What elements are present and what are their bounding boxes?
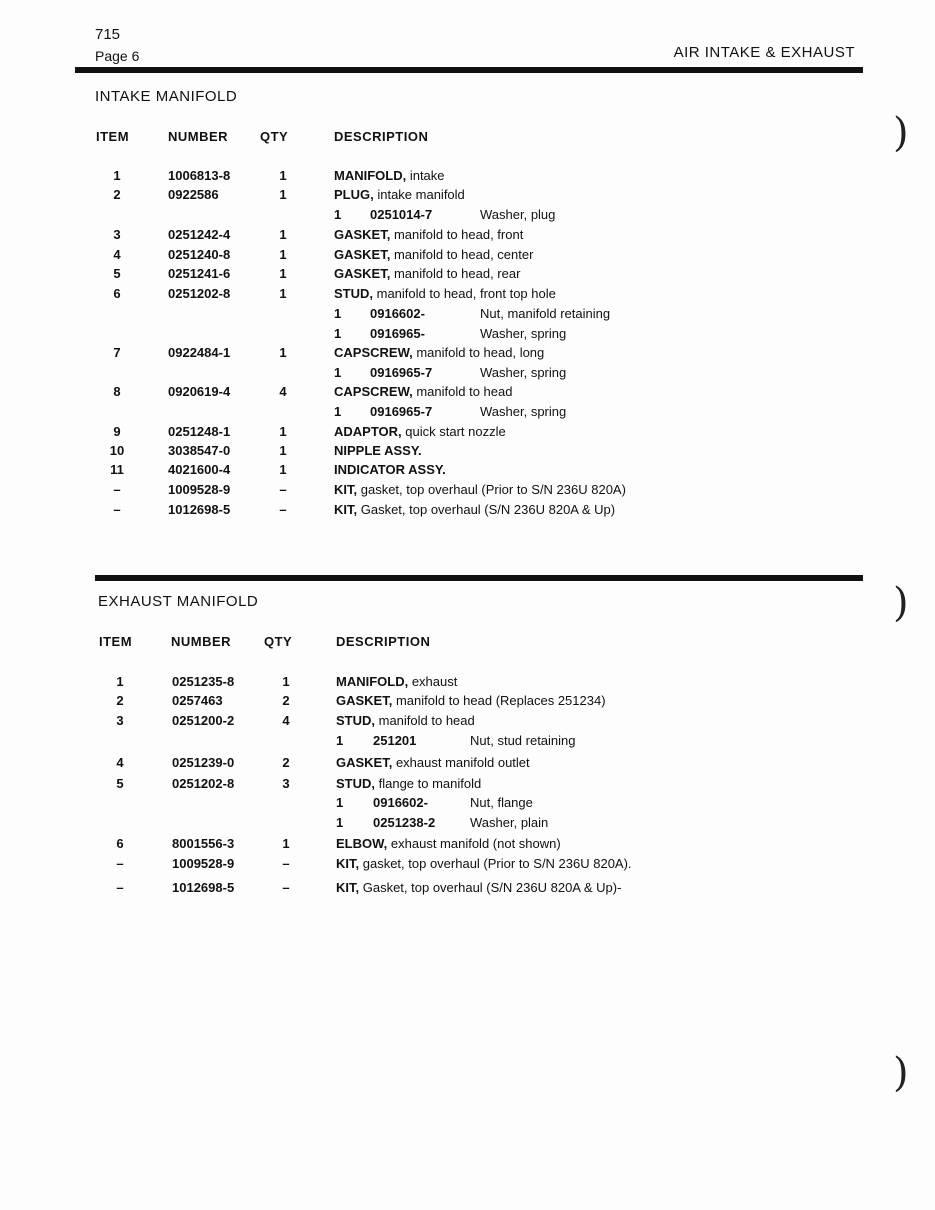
quantity: 1: [279, 462, 287, 477]
sub-part-row: [0, 733, 935, 753]
description-noun: MANIFOLD,: [336, 674, 409, 689]
description-noun: STUD,: [336, 713, 375, 728]
description: CAPSCREW, manifold to head, long: [334, 345, 545, 360]
quantity: 1: [279, 266, 287, 281]
item-number: 3: [116, 713, 124, 728]
description-noun: KIT,: [334, 482, 358, 497]
col-item: ITEM: [99, 634, 133, 649]
description: GASKET, exhaust manifold outlet: [336, 755, 530, 770]
table-row: [0, 168, 935, 188]
description: MANIFOLD, exhaust: [336, 674, 458, 689]
description: GASKET, manifold to head, front: [334, 227, 524, 242]
description-noun: GASKET,: [336, 693, 393, 708]
part-number: 1009528-9: [168, 482, 231, 497]
quantity: 2: [282, 693, 290, 708]
table-row: [0, 674, 935, 694]
sub-description: Washer, plug: [480, 207, 556, 222]
col-description: DESCRIPTION: [336, 634, 431, 649]
item-number: 3: [113, 227, 121, 242]
sub-qty: 1: [334, 365, 342, 380]
table-row: [0, 443, 935, 463]
table-row: [0, 286, 935, 306]
description: GASKET, manifold to head (Replaces 251234): [336, 693, 606, 708]
item-number: 7: [113, 345, 121, 360]
sub-part-number: 0916965-: [370, 326, 425, 341]
description-noun: STUD,: [334, 286, 373, 301]
item-number: 6: [116, 836, 124, 851]
part-number: 0251240-8: [168, 247, 231, 262]
quantity: 3: [282, 776, 290, 791]
table-row: [0, 755, 935, 775]
sub-part-number: 0916965-7: [370, 404, 433, 419]
sub-qty: 1: [336, 733, 344, 748]
col-number: NUMBER: [168, 129, 229, 144]
description-noun: GASKET,: [334, 227, 391, 242]
table-row: [0, 713, 935, 733]
sub-qty: 1: [334, 207, 342, 222]
sub-part-number: 0251238-2: [373, 815, 436, 830]
part-number: 4021600-4: [168, 462, 231, 477]
item-number: 1: [116, 674, 124, 689]
part-number: 8001556-3: [172, 836, 235, 851]
table-row: [0, 502, 935, 522]
item-number: –: [116, 880, 124, 895]
manual-number: 715: [95, 26, 121, 43]
sub-description: Washer, spring: [480, 326, 567, 341]
sub-part-row: [0, 404, 935, 424]
item-number: –: [113, 482, 121, 497]
table-row: [0, 482, 935, 502]
description-noun: CAPSCREW,: [334, 345, 413, 360]
table-row: [0, 266, 935, 286]
item-number: 6: [113, 286, 121, 301]
description: STUD, manifold to head, front top hole: [334, 286, 556, 301]
part-number: 0251202-8: [168, 286, 231, 301]
col-description: DESCRIPTION: [334, 129, 429, 144]
section-rule: [95, 575, 863, 581]
item-number: 2: [113, 187, 121, 202]
col-qty: QTY: [264, 634, 293, 649]
part-number: 0251200-2: [172, 713, 235, 728]
part-number: 0251248-1: [168, 424, 231, 439]
quantity: 1: [279, 345, 287, 360]
description: PLUG, intake manifold: [334, 187, 465, 202]
description: [334, 443, 422, 458]
part-number: 1006813-8: [168, 168, 231, 183]
binder-hole-mark: ): [893, 110, 909, 156]
sub-part-row: [0, 306, 935, 326]
description-noun: MANIFOLD,: [334, 168, 407, 183]
part-number: 0257463: [172, 693, 223, 708]
item-number: –: [116, 856, 124, 871]
sub-part-row: [0, 207, 935, 227]
exhaust-title: EXHAUST MANIFOLD: [98, 593, 259, 610]
description: STUD, flange to manifold: [336, 776, 482, 791]
quantity: –: [282, 880, 290, 895]
table-row: [0, 693, 935, 713]
item-number: 2: [116, 693, 124, 708]
sub-description: Nut, manifold retaining: [480, 306, 611, 321]
sub-part-row: [0, 815, 935, 835]
intake-title: INTAKE MANIFOLD: [95, 88, 238, 105]
sub-part-number: 251201: [373, 733, 417, 748]
sub-part-number: 0916602-: [373, 795, 428, 810]
description: GASKET, manifold to head, center: [334, 247, 534, 262]
sub-qty: 1: [334, 306, 342, 321]
description-noun: ELBOW,: [336, 836, 388, 851]
description-noun: INDICATOR ASSY.: [334, 462, 446, 477]
item-number: 10: [109, 443, 125, 458]
table-row: [0, 384, 935, 404]
description-noun: KIT,: [336, 856, 360, 871]
description: ADAPTOR, quick start nozzle: [334, 424, 506, 439]
binder-hole-mark: ): [893, 580, 909, 626]
table-row: [0, 424, 935, 444]
table-row: [0, 880, 935, 900]
sub-part-number: 0916602-: [370, 306, 425, 321]
sub-description: Washer, spring: [480, 365, 567, 380]
sub-part-number: 0251014-7: [370, 207, 433, 222]
item-number: 11: [110, 462, 124, 477]
part-number: 1012698-5: [172, 880, 235, 895]
quantity: 1: [282, 836, 290, 851]
item-number: 4: [116, 755, 124, 770]
col-item: ITEM: [96, 129, 130, 144]
description: KIT, gasket, top overhaul (Prior to S/N 236U 820A): [334, 482, 626, 497]
quantity: 1: [279, 227, 287, 242]
part-number: 1012698-5: [168, 502, 231, 517]
description: ELBOW, exhaust manifold (not shown): [336, 836, 561, 851]
item-number: 4: [113, 247, 121, 262]
description-noun: GASKET,: [336, 755, 393, 770]
table-row: [0, 227, 935, 247]
quantity: 1: [279, 187, 287, 202]
sub-part-number: 0916965-7: [370, 365, 433, 380]
quantity: 1: [282, 674, 290, 689]
description: KIT, Gasket, top overhaul (S/N 236U 820A & Up)-: [336, 880, 622, 895]
sub-qty: 1: [334, 404, 342, 419]
description: GASKET, manifold to head, rear: [334, 266, 521, 281]
description-noun: STUD,: [336, 776, 375, 791]
part-number: 0920619-4: [168, 384, 231, 399]
sub-part-row: [0, 795, 935, 815]
quantity: –: [279, 482, 287, 497]
description-noun: PLUG,: [334, 187, 374, 202]
col-number: NUMBER: [171, 634, 232, 649]
table-row: [0, 345, 935, 365]
description-noun: CAPSCREW,: [334, 384, 413, 399]
table-row: [0, 856, 935, 876]
part-number: 0251241-6: [168, 266, 231, 281]
table-row: [0, 836, 935, 856]
sub-part-row: [0, 365, 935, 385]
description-noun: KIT,: [334, 502, 358, 517]
description: STUD, manifold to head: [336, 713, 475, 728]
part-number: 3038547-0: [168, 443, 231, 458]
sub-qty: 1: [336, 815, 344, 830]
description: CAPSCREW, manifold to head: [334, 384, 513, 399]
item-number: 5: [116, 776, 124, 791]
description: KIT, gasket, top overhaul (Prior to S/N 236U 820A).: [336, 856, 632, 871]
quantity: 1: [279, 247, 287, 262]
description: KIT, Gasket, top overhaul (S/N 236U 820A & Up): [334, 502, 616, 517]
sub-description: Washer, plain: [470, 815, 549, 830]
quantity: 2: [282, 755, 290, 770]
part-number: 0251235-8: [172, 674, 235, 689]
col-qty: QTY: [260, 129, 289, 144]
sub-description: Washer, spring: [480, 404, 567, 419]
description-noun: NIPPLE ASSY.: [334, 443, 422, 458]
quantity: –: [279, 502, 287, 517]
table-row: [0, 462, 935, 482]
table-row: [0, 187, 935, 207]
quantity: 4: [282, 713, 290, 728]
description: MANIFOLD, intake: [334, 168, 445, 183]
quantity: 1: [279, 424, 287, 439]
part-number: 0251242-4: [168, 227, 231, 242]
part-number: 0922586: [168, 187, 219, 202]
binder-hole-mark: ): [893, 1050, 909, 1096]
sub-qty: 1: [334, 326, 342, 341]
quantity: 4: [279, 384, 287, 399]
part-number: 0251202-8: [172, 776, 235, 791]
sub-part-row: [0, 326, 935, 346]
quantity: 1: [279, 168, 287, 183]
description-noun: KIT,: [336, 880, 360, 895]
description-noun: GASKET,: [334, 247, 391, 262]
sub-qty: 1: [336, 795, 344, 810]
item-number: 9: [113, 424, 121, 439]
header-rule: [75, 67, 863, 73]
description-noun: ADAPTOR,: [334, 424, 402, 439]
item-number: –: [113, 502, 121, 517]
page-number: Page 6: [95, 48, 140, 64]
part-number: 0922484-1: [168, 345, 231, 360]
sub-description: Nut, stud retaining: [470, 733, 576, 748]
part-number: 0251239-0: [172, 755, 235, 770]
item-number: 5: [113, 266, 121, 281]
description: [334, 462, 446, 477]
table-row: [0, 776, 935, 796]
section-title: AIR INTAKE & EXHAUST: [673, 44, 855, 61]
description-noun: GASKET,: [334, 266, 391, 281]
quantity: 1: [279, 443, 287, 458]
quantity: 1: [279, 286, 287, 301]
part-number: 1009528-9: [172, 856, 235, 871]
sub-description: Nut, flange: [470, 795, 533, 810]
item-number: 1: [113, 168, 121, 183]
quantity: –: [282, 856, 290, 871]
item-number: 8: [113, 384, 121, 399]
table-row: [0, 247, 935, 267]
